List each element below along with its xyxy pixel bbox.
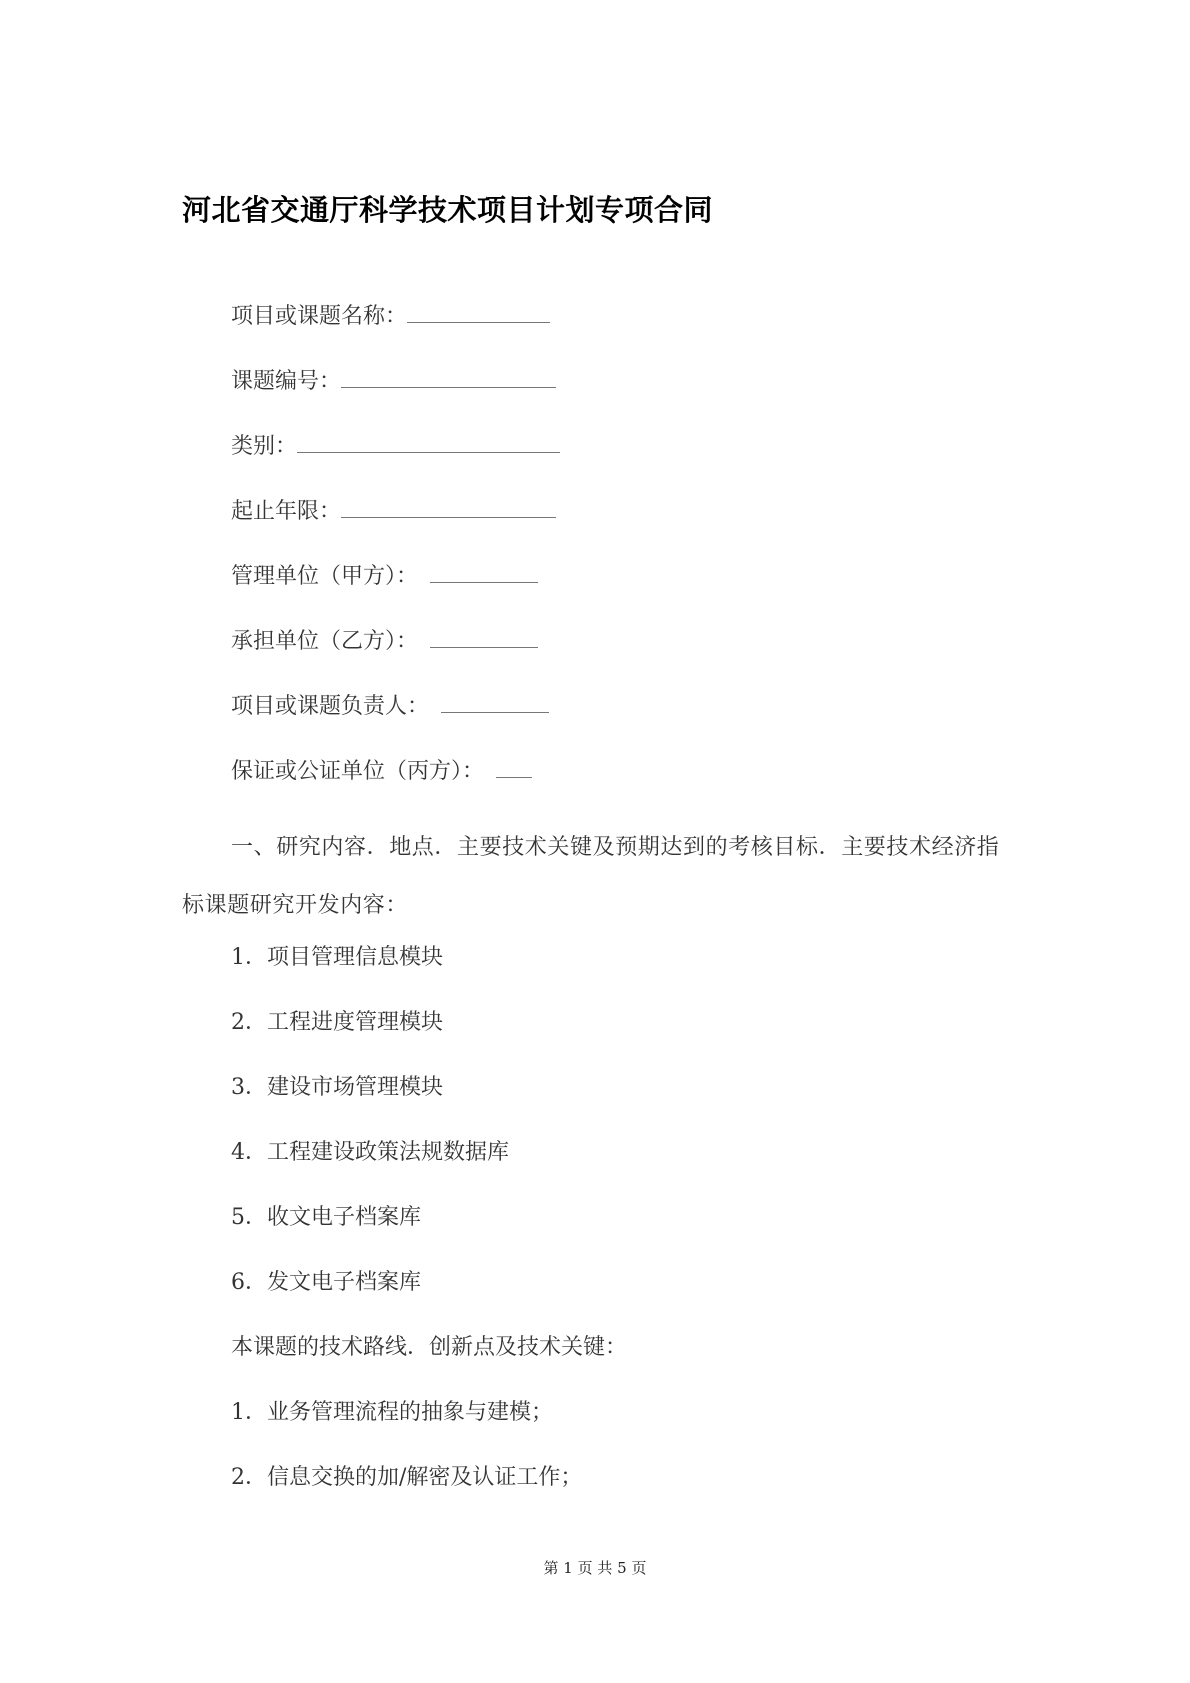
research-item: 2．工程进度管理模块 (231, 1010, 443, 1035)
form-field-party-c (231, 755, 532, 787)
section-1-heading: 一、研究内容．地点．主要技术关键及预期达到的考核目标．主要技术经济指标课题研究开发内容： (182, 835, 1000, 918)
form-field-category (231, 430, 560, 462)
form-field-project-name (231, 300, 550, 332)
page-number-footer: 第 1 页 共 5 页 (543, 1559, 647, 1577)
fill-in-blank[interactable] (441, 690, 549, 713)
form-field-project-leader (231, 690, 549, 722)
field-label: 承担单位（乙方）： (231, 629, 419, 654)
fill-in-blank[interactable] (297, 430, 560, 453)
form-field-party-a (231, 560, 538, 592)
field-label: 类别： (231, 434, 298, 459)
fill-in-blank[interactable] (407, 300, 550, 323)
tech-item: 1．业务管理流程的抽象与建模； (231, 1400, 553, 1425)
research-item: 3．建设市场管理模块 (231, 1075, 443, 1100)
field-label: 项目或课题名称： (231, 304, 408, 329)
form-field-party-b (231, 625, 538, 657)
field-label: 课题编号： (231, 369, 342, 394)
fill-in-blank[interactable] (430, 560, 538, 583)
tech-item: 2．信息交换的加/解密及认证工作； (231, 1465, 583, 1490)
form-field-duration (231, 495, 556, 527)
research-item: 4．工程建设政策法规数据库 (231, 1140, 509, 1165)
field-label: 管理单位（甲方）： (231, 564, 419, 589)
form-field-topic-number (231, 365, 556, 397)
field-label: 起止年限： (231, 499, 342, 524)
research-item: 6．发文电子档案库 (231, 1270, 421, 1295)
fill-in-blank[interactable] (496, 755, 532, 778)
document-title: 河北省交通厅科学技术项目计划专项合同 (182, 193, 714, 227)
research-item: 1．项目管理信息模块 (231, 945, 443, 970)
fill-in-blank[interactable] (430, 625, 538, 648)
field-label: 保证或公证单位（丙方）： (231, 759, 485, 784)
fill-in-blank[interactable] (341, 495, 556, 518)
research-item: 5．收文电子档案库 (231, 1205, 421, 1230)
tech-route-heading: 本课题的技术路线．创新点及技术关键： (231, 1335, 628, 1360)
field-label: 项目或课题负责人： (231, 694, 430, 719)
fill-in-blank[interactable] (341, 365, 556, 388)
